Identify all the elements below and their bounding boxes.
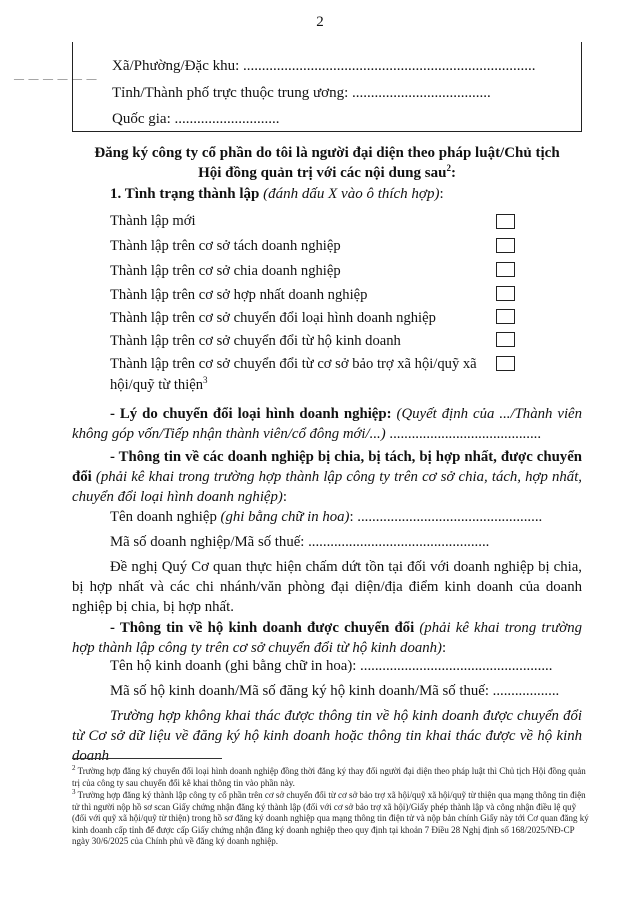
split-company-info-heading: - Thông tin về các doanh nghiệp bị chia, bị tách, bị hợp nhất, được chuyển đổi (phải kê khai trong trường hợp thành lập công ty trên cơ sở chia, tách, hợp nhất, chuyển đổi loại hình doanh nghiệp): xyxy=(72,449,583,505)
option-social-fund-cont: hội/quỹ từ thiện$^3$ xyxy=(110,375,208,393)
company-code-field: Mã số doanh nghiệp/Mã số thuế: ................................................. xyxy=(110,534,490,550)
section-title-line2: Hội đồng quản trị với các nội dung sau$^2$: xyxy=(198,163,456,181)
checkbox-type-conversion[interactable] xyxy=(496,309,515,324)
checkbox-division[interactable] xyxy=(496,262,515,277)
footnote-ref-3: 3 xyxy=(203,375,208,385)
checkbox-consolidation[interactable] xyxy=(496,286,515,301)
checkbox-social-fund-conversion[interactable] xyxy=(496,356,515,371)
option-type-conversion: Thành lập trên cơ sở chuyển đổi loại hình doanh nghiệp xyxy=(110,310,436,326)
country-line: Quốc gia: ............................ xyxy=(112,111,280,127)
household-name-field: Tên hộ kinh doanh (ghi bằng chữ in hoa): .................................................... xyxy=(110,658,553,674)
checkbox-new[interactable] xyxy=(496,214,515,229)
option-social-fund-conversion: Thành lập trên cơ sở chuyển đổi từ cơ sở bảo trợ xã hội/quỹ xã xyxy=(110,356,477,372)
household-info-heading: - Thông tin về hộ kinh doanh được chuyển đổi (phải kê khai trong trường hợp thành lập công ty trên cơ sở chuyển đổi từ hộ kinh doanh): xyxy=(72,620,583,656)
page-number: 2 xyxy=(316,14,324,30)
household-code-field: Mã số hộ kinh doanh/Mã số đăng ký hộ kinh doanh/Mã số thuế: .................. xyxy=(110,683,560,699)
option-split-off: Thành lập trên cơ sở tách doanh nghiệp xyxy=(110,238,341,254)
margin-mark: — — — — — — xyxy=(14,74,98,85)
footnote-2: $^2$ Trường hợp đăng ký chuyển đổi loại hình doanh nghiệp đồng thời đăng ký thay đổi người đại diện theo pháp luật thì Chủ tịch Hội đồng quản trị của công ty sau chuyển đổi kê khai thông tin vào phần này. xyxy=(72,764,586,788)
option-household-conversion: Thành lập trên cơ sở chuyển đổi từ hộ kinh doanh xyxy=(110,333,401,349)
footnote-separator xyxy=(72,758,222,759)
option-new: Thành lập mới xyxy=(110,213,196,229)
company-name-field: Tên doanh nghiệp (ghi bằng chữ in hoa): .................................................. xyxy=(110,509,543,525)
checkbox-household-conversion[interactable] xyxy=(496,332,515,347)
conversion-reason: - Lý do chuyển đổi loại hình doanh nghiệp: (Quyết định của .../Thành viên không góp vốn/Tiếp nhận thành viên/cổ đông mới/...) ......................................... xyxy=(72,406,583,442)
termination-request: Đề nghị Quý Cơ quan thực hiện chấm dứt tồn tại đối với doanh nghiệp bị chia, bị hợp nhất và các chi nhánh/văn phòng đại diện/địa điểm kinh doanh của doanh nghiệp bị chia, bị hợp nhất. xyxy=(72,559,582,615)
establishment-status-heading: 1. Tình trạng thành lập (đánh dấu X vào ô thích hợp): xyxy=(110,186,444,202)
ward-line: Xã/Phường/Đặc khu: .............................................................................. xyxy=(112,58,536,74)
section-title-line1: Đăng ký công ty cổ phần do tôi là người đại diện theo pháp luật/Chủ tịch xyxy=(94,145,560,161)
footnote-3: $^3$ Trường hợp đăng ký thành lập công ty cổ phần trên cơ sở chuyển đổi từ cơ sở bảo trợ xã hội/quỹ xã hội/quỹ từ thiện qua mạng thông tin điện tử thì người nộp hồ sơ scan Giấy chứng nhận đăng ký thành lập (đối với cơ sở bảo trợ xã hội)/Giấy phép thành lập và công nhận điều lệ quỹ (đối với quỹ xã hội/quỹ từ thiện) trong hồ sơ đăng ký doanh nghiệp qua mạng thông tin điện tử và nộp bản chính Giấy này tới Cơ quan đăng ký kinh doanh cấp tỉnh để được cấp Giấy chứng nhận đăng ký doanh nghiệp theo quy định tại khoản 7 Điều 28 Nghị định số 168/2025/NĐ-CP ngày 30/6/2025 của Chính phủ về đăng ký doanh nghiệp. xyxy=(72,788,589,847)
checkbox-split-off[interactable] xyxy=(496,238,515,253)
footnote-ref-2: 2 xyxy=(446,163,451,173)
option-consolidation: Thành lập trên cơ sở hợp nhất doanh nghiệp xyxy=(110,287,368,303)
province-line: Tỉnh/Thành phố trực thuộc trung ương: ..................................... xyxy=(112,85,491,101)
option-division: Thành lập trên cơ sở chia doanh nghiệp xyxy=(110,263,341,279)
household-no-data-note: Trường hợp không khai thác được thông tin về hộ kinh doanh được chuyển đổi từ Cơ sở dữ liệu về đăng ký hộ kinh doanh hoặc thông tin khai thác được về hộ kinh doanh xyxy=(72,708,582,764)
